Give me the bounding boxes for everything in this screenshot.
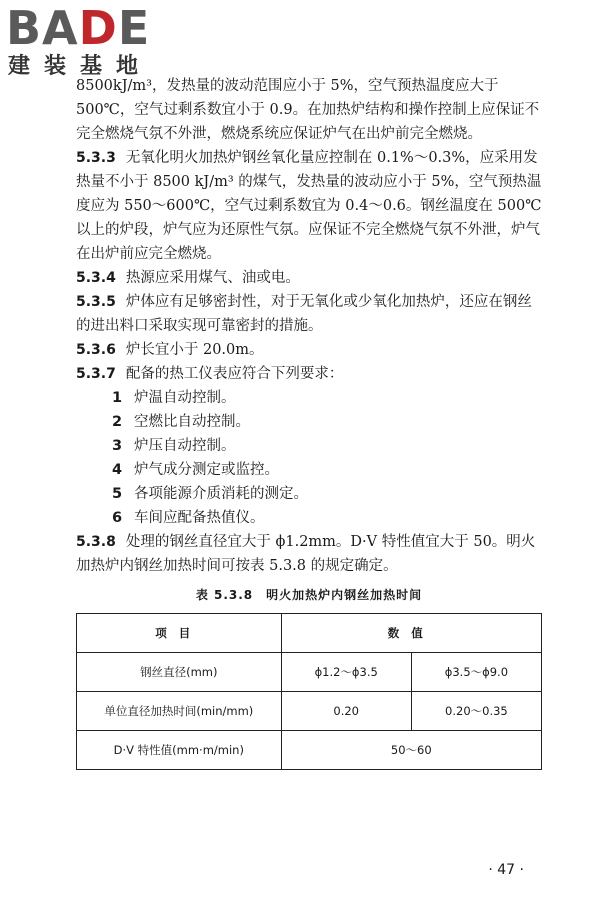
table-row	[77, 731, 542, 770]
list-item: 6 车间应配备热值仪。	[112, 510, 265, 526]
list-item: 1 炉温自动控制。	[112, 390, 236, 406]
section-5-3-7: 5.3.7 配备的热工仪表应符合下列要求：	[76, 366, 344, 382]
row-value: 0.20～0.35	[411, 692, 541, 731]
list-item: 2 空燃比自动控制。	[112, 414, 250, 430]
section-5-3-5: 5.3.5 炉体应有足够密封性，对于无氧化或少氧化加热炉，还应在钢丝的进出料口采取实现可靠密封的措施。	[76, 294, 532, 334]
section-5-3-4: 5.3.4 热源应采用煤气、油或电。	[76, 270, 300, 286]
document-body	[76, 74, 542, 770]
row-value: 50～60	[281, 731, 541, 770]
section-5-3-3: 5.3.3 无氧化明火加热炉钢丝氧化量应控制在 0.1%～0.3%，应采用发热量不小于 8500 kJ/m³ 的煤气，发热量的波动应小于 5%，空气预热温度应为 550～600℃，空气过剩系数宜为 0.4～0.6。钢丝温度在 500℃以上的炉段，炉气应为还原性气氛。应保证不完全燃烧气氛不外泄，炉气在出炉前应完全燃烧。	[76, 150, 542, 262]
table-header-row	[77, 614, 542, 653]
section-5-3-8: 5.3.8 处理的钢丝直径宜大于 ϕ1.2mm。D·V 特性值宜大于 50。明火加热炉内钢丝加热时间可按表 5.3.8 的规定确定。	[76, 534, 536, 574]
table-row	[77, 653, 542, 692]
row-value: 0.20	[281, 692, 411, 731]
list-item: 4 炉气成分测定或监控。	[112, 462, 279, 478]
list-item: 5 各项能源介质消耗的测定。	[112, 486, 308, 502]
logo-subtitle: 建装基地	[8, 54, 153, 79]
row-label: D·V 特性值(mm·m/min)	[77, 731, 282, 770]
row-value: ϕ3.5～ϕ9.0	[411, 653, 541, 692]
header-value: 数值	[281, 614, 541, 653]
logo-wordmark: BADE	[6, 1, 151, 55]
heating-time-table	[76, 613, 542, 770]
row-label: 钢丝直径(mm)	[77, 653, 282, 692]
row-value: ϕ1.2～ϕ3.5	[281, 653, 411, 692]
page-number: · 47 ·	[488, 862, 524, 878]
table-row	[77, 692, 542, 731]
paragraph-intro: 8500kJ/m³，发热量的波动范围应小于 5%，空气预热温度应大于 500℃，空气过剩系数宜小于 0.9。在加热炉结构和操作控制上应保证不完全燃烧气氛不外泄，燃烧系统应保证炉气在出炉前完全燃烧。	[76, 78, 540, 142]
row-label: 单位直径加热时间(min/mm)	[77, 692, 282, 731]
header-item: 项目	[77, 614, 282, 653]
list-item: 3 炉压自动控制。	[112, 438, 236, 454]
requirements-list	[76, 386, 542, 530]
table-caption: 表 5.3.8 明火加热炉内钢丝加热时间	[195, 588, 423, 602]
section-5-3-6: 5.3.6 炉长宜小于 20.0m。	[76, 342, 264, 358]
